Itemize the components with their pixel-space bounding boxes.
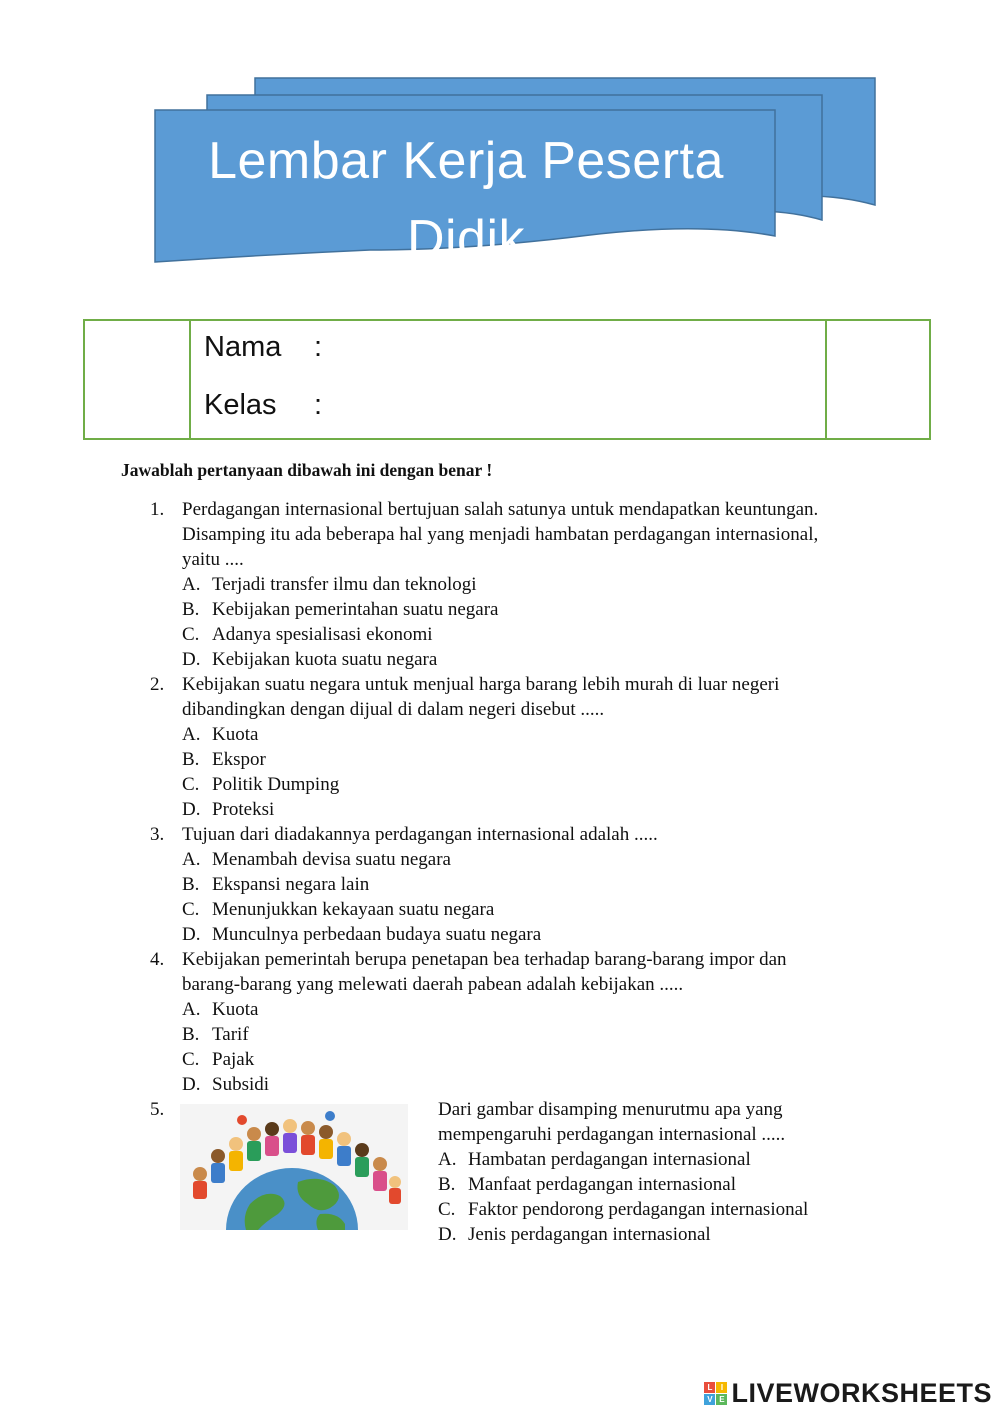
page-title: [160, 122, 772, 278]
question-number: 1.: [150, 499, 165, 520]
question-3: [150, 822, 870, 947]
logo-letter: I: [716, 1382, 727, 1393]
answer-option-c[interactable]: [182, 1047, 870, 1072]
answer-option-d[interactable]: [182, 1072, 870, 1097]
question-line: barang-barang yang melewati daerah pabean adalah kebijakan .....: [182, 974, 684, 995]
option-text: Terjadi transfer ilmu dan teknologi: [212, 574, 477, 595]
question-line: Perdagangan internasional bertujuan salah satunya untuk mendapatkan keuntungan.: [182, 499, 819, 520]
option-text: Pajak: [212, 1049, 255, 1070]
identity-box-divider-left: [189, 321, 191, 438]
answer-option-b[interactable]: [182, 872, 870, 897]
option-letter: A.: [182, 849, 201, 870]
option-text: Proteksi: [212, 799, 275, 820]
option-text: Kuota: [212, 724, 259, 745]
answer-option-b[interactable]: [182, 1022, 870, 1047]
question-text: [182, 822, 870, 847]
name-separator: :: [314, 331, 323, 363]
option-text: Hambatan perdagangan internasional: [468, 1149, 751, 1170]
name-row[interactable]: [204, 331, 322, 364]
liveworksheets-logo[interactable]: [704, 1378, 992, 1409]
instruction-text: Jawablah pertanyaan dibawah ini dengan benar !: [121, 460, 493, 480]
option-letter: D.: [182, 924, 201, 945]
answer-option-d[interactable]: [182, 647, 870, 672]
class-separator: :: [314, 389, 323, 421]
question-4: [150, 947, 870, 1097]
option-letter: B.: [182, 1024, 200, 1045]
option-text: Kebijakan pemerintahan suatu negara: [212, 599, 499, 620]
option-letter: D.: [438, 1224, 457, 1245]
question-number: 2.: [150, 674, 165, 695]
answer-option-b[interactable]: [182, 747, 870, 772]
answer-option-d[interactable]: [182, 922, 870, 947]
option-text: Kebijakan kuota suatu negara: [212, 649, 438, 670]
question-line: mempengaruhi perdagangan internasional .....: [438, 1124, 786, 1145]
identity-box-divider-right: [825, 321, 827, 438]
logo-letter: V: [704, 1394, 715, 1405]
question-1: [150, 497, 870, 672]
option-letter: D.: [182, 649, 201, 670]
answer-option-a[interactable]: [182, 572, 870, 597]
option-letter: C.: [182, 774, 200, 795]
option-text: Ekspor: [212, 749, 266, 770]
answer-option-d[interactable]: [438, 1222, 858, 1247]
question-number: 3.: [150, 824, 165, 845]
name-label: Nama: [204, 331, 282, 363]
option-letter: C.: [182, 624, 200, 645]
page-title-line-1: Lembar Kerja Peserta: [208, 132, 724, 190]
answer-option-a[interactable]: [438, 1147, 858, 1172]
answer-option-c[interactable]: [182, 622, 870, 647]
option-letter: B.: [182, 749, 200, 770]
option-text: Subsidi: [212, 1074, 270, 1095]
option-text: Munculnya perbedaan budaya suatu negara: [212, 924, 542, 945]
answer-option-c[interactable]: [182, 772, 870, 797]
option-letter: A.: [182, 724, 201, 745]
liveworksheets-logo-icon: [704, 1382, 727, 1405]
answer-option-a[interactable]: [182, 722, 870, 747]
option-text: Ekspansi negara lain: [212, 874, 370, 895]
option-text: Menambah devisa suatu negara: [212, 849, 451, 870]
logo-letter: E: [716, 1394, 727, 1405]
question-number: 4.: [150, 949, 165, 970]
question-line: Kebijakan pemerintah berupa penetapan bea terhadap barang-barang impor dan: [182, 949, 787, 970]
option-letter: C.: [438, 1199, 456, 1220]
question-line: Kebijakan suatu negara untuk menjual harga barang lebih murah di luar negeri: [182, 674, 780, 695]
answer-option-b[interactable]: [182, 597, 870, 622]
option-letter: B.: [182, 874, 200, 895]
option-text: Jenis perdagangan internasional: [468, 1224, 711, 1245]
question-text: [182, 497, 870, 572]
answer-option-a[interactable]: [182, 997, 870, 1022]
question-line: yaitu ....: [182, 549, 244, 570]
option-letter: A.: [182, 999, 201, 1020]
answer-option-d[interactable]: [182, 797, 870, 822]
option-letter: B.: [182, 599, 200, 620]
option-text: Manfaat perdagangan internasional: [468, 1174, 736, 1195]
logo-letter: L: [704, 1382, 715, 1393]
option-letter: D.: [182, 799, 201, 820]
option-text: Tarif: [212, 1024, 249, 1045]
class-row[interactable]: [204, 389, 322, 422]
option-letter: D.: [182, 1074, 201, 1095]
question-line: dibandingkan dengan dijual di dalam negeri disebut .....: [182, 699, 605, 720]
class-label: Kelas: [204, 389, 277, 421]
question-text: [182, 672, 870, 722]
question-text: [182, 947, 870, 997]
option-text: Menunjukkan kekayaan suatu negara: [212, 899, 495, 920]
question-2: [150, 672, 870, 822]
option-text: Adanya spesialisasi ekonomi: [212, 624, 433, 645]
question-line: Dari gambar disamping menurutmu apa yang: [438, 1099, 783, 1120]
page-title-line-2: Didik: [406, 210, 526, 268]
answer-option-c[interactable]: [438, 1197, 858, 1222]
answer-option-a[interactable]: [182, 847, 870, 872]
option-letter: C.: [182, 899, 200, 920]
question-line: Disamping itu ada beberapa hal yang menjadi hambatan perdagangan internasional,: [182, 524, 819, 545]
option-text: Politik Dumping: [212, 774, 340, 795]
question-line: Tujuan dari diadakannya perdagangan internasional adalah .....: [182, 824, 658, 845]
option-letter: A.: [182, 574, 201, 595]
option-letter: B.: [438, 1174, 456, 1195]
answer-option-b[interactable]: [438, 1172, 858, 1197]
option-text: Kuota: [212, 999, 259, 1020]
answer-option-c[interactable]: [182, 897, 870, 922]
option-letter: A.: [438, 1149, 457, 1170]
option-letter: C.: [182, 1049, 200, 1070]
question-number: 5.: [150, 1099, 165, 1120]
question-5-body: [438, 1097, 858, 1247]
liveworksheets-logo-text: LIVEWORKSHEETS: [731, 1378, 992, 1408]
world-people-globe-image: [180, 1104, 408, 1230]
option-text: Faktor pendorong perdagangan internasional: [468, 1199, 809, 1220]
student-identity-box: [83, 319, 931, 440]
